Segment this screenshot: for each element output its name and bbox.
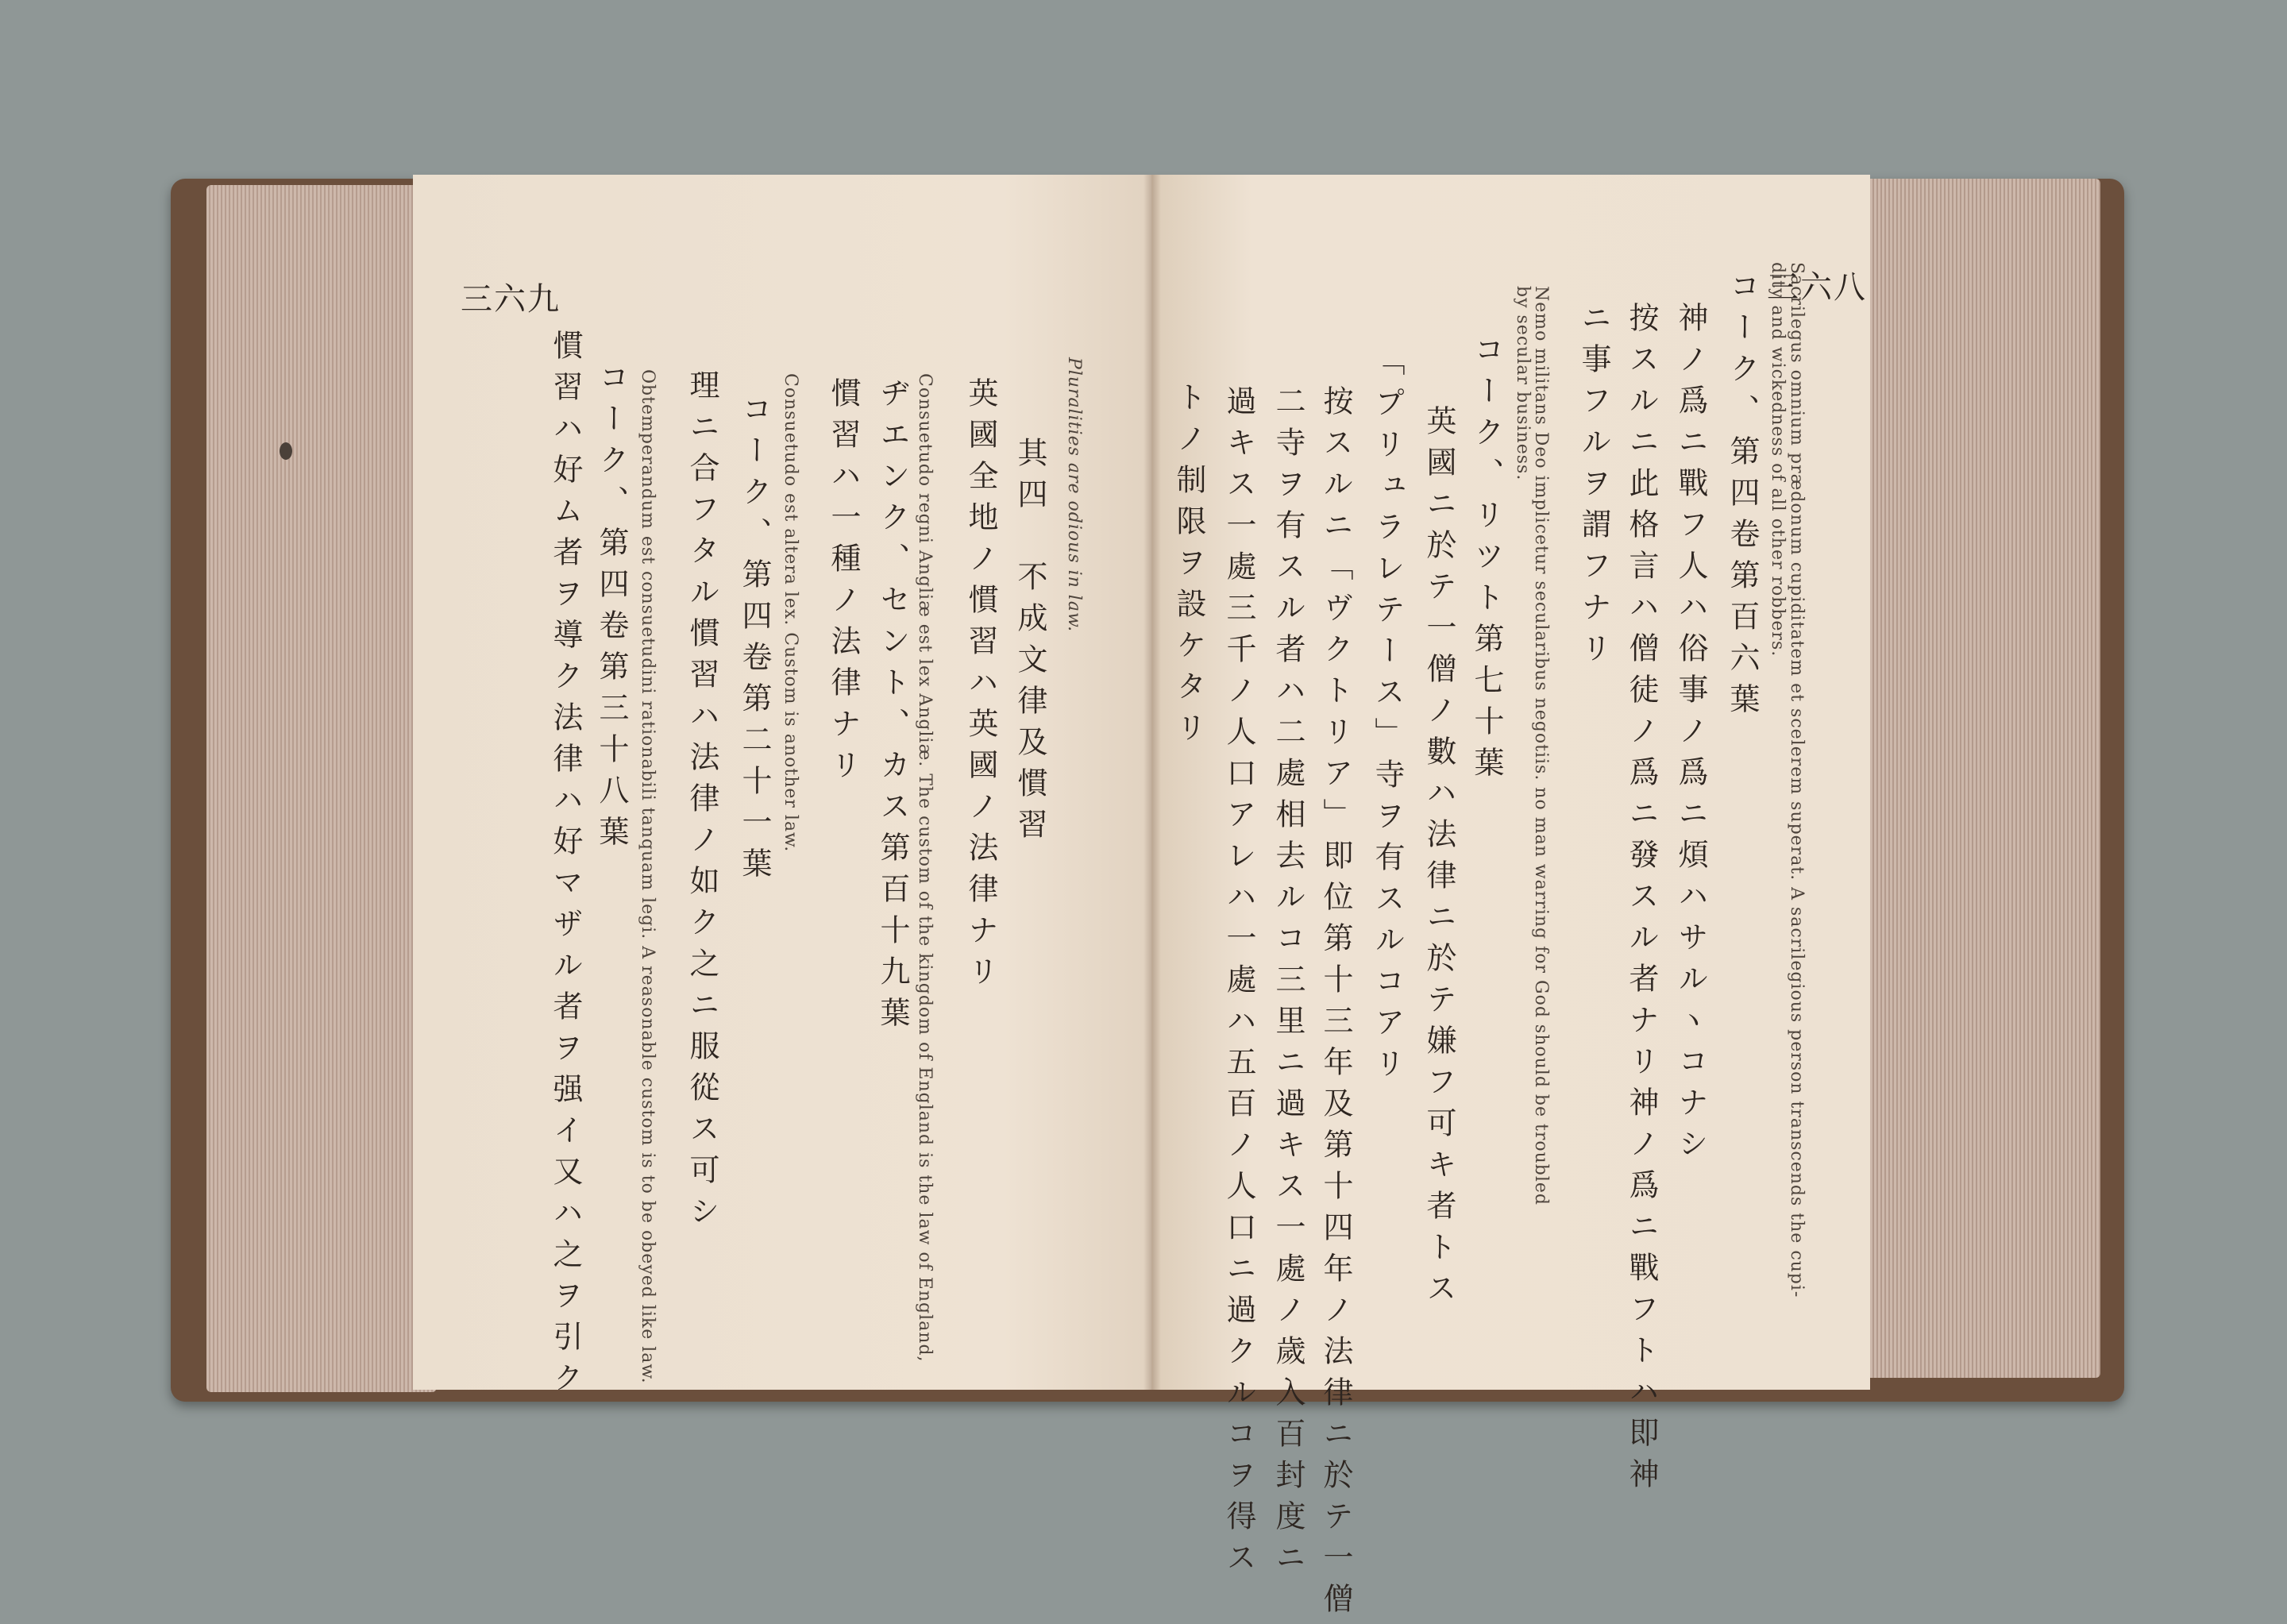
left-page-number: 三六九 — [461, 281, 561, 318]
japanese-text-column: 英國全地ノ慣習ハ英國ノ法律ナリ — [963, 377, 998, 997]
japanese-text-column: トノ制限ヲ設ケタリ — [1171, 381, 1206, 753]
japanese-text-column: 過キス一處三千ノ人口アレハ一處ハ五百ノ人口ニ過クルコヲ得ス — [1221, 385, 1256, 1583]
english-text-column: by secular business. — [1513, 286, 1533, 481]
japanese-text-column: 二寺ヲ有スル者ハ二處相去ルコ三里ニ過キス一處ノ歲入百封度ニ — [1271, 385, 1305, 1583]
right-page-edges — [1862, 179, 2100, 1378]
english-text-column: Consuetudo est altera lex. Custom is another law. — [781, 373, 800, 853]
japanese-text-column: 英國ニ於テ一僧ノ數ハ法律ニ於テ嫌フ可キ者トス — [1421, 405, 1456, 1313]
japanese-text-column: ニ事フルヲ謂フナリ — [1576, 302, 1611, 673]
english-text-column: Sacrilegus omnium prædonum cupiditatem et scelerem superat. A sacrilegious person transcends the cupi- — [1787, 262, 1807, 1298]
right-page-number: 三六八 — [1767, 269, 1867, 306]
japanese-text-column: 理ニ合フタル慣習ハ法律ノ如ク之ニ服從ス可シ — [685, 369, 719, 1236]
right-page — [1151, 175, 1870, 1624]
japanese-text-column: 神ノ爲ニ戰フ人ハ俗事ノ爲ニ煩ハサルヽコナシ — [1673, 302, 1708, 1169]
japanese-text-column: コーク、第四卷第二十一葉 — [737, 393, 772, 889]
english-text-column: dity and wickedness of all other robbers. — [1768, 262, 1788, 658]
english-text-column: Obtemperandum est consuetudini rationabili tanquam legi. A reasonable custom is to be obeyed like law. — [638, 369, 658, 1384]
japanese-text-column: コーク、リツト第七十葉 — [1469, 334, 1504, 788]
page-blemish — [280, 442, 292, 460]
japanese-text-column: 慣習ハ好ム者ヲ導ク法律ハ好マザル者ヲ强イ又ハ之ヲ引ク — [548, 330, 583, 1403]
left-page-edges — [206, 185, 437, 1392]
english-text-column: Consuetudo regni Angliæ est lex Angliæ. The custom of the kingdom of England is the law of England, — [915, 373, 935, 1363]
book-gutter — [1144, 175, 1161, 1390]
japanese-text-column: 按スルニ「ヴクトリア」即位第十三年及第十四年ノ法律ニ於テ一僧 — [1318, 385, 1353, 1624]
japanese-text-column: 慣習ハ一種ノ法律ナリ — [826, 377, 861, 790]
japanese-text-column: 其四 不成文律及慣習 — [1012, 437, 1047, 850]
english-text-column: Nemo militans Deo implicetur secularibus negotiis. no man warring for God should be troubled — [1531, 286, 1551, 1205]
left-page — [413, 175, 1151, 1403]
open-book — [171, 163, 2124, 1624]
japanese-text-column: コーク、第四卷第百六葉 — [1725, 270, 1760, 724]
english-text-column: Pluralities are odious in law. — [1064, 357, 1084, 633]
japanese-text-column: ヂエンク、セント、カス第百十九葉 — [875, 377, 910, 1038]
japanese-text-column: コーク、第四卷第三十八葉 — [594, 361, 629, 857]
japanese-text-column: 「プリュラレテース」寺ヲ有スルコアリ — [1370, 345, 1405, 1089]
japanese-text-column: 按スルニ此格言ハ僧徒ノ爲ニ發スル者ナリ神ノ爲ニ戰フトハ即神 — [1624, 302, 1659, 1499]
